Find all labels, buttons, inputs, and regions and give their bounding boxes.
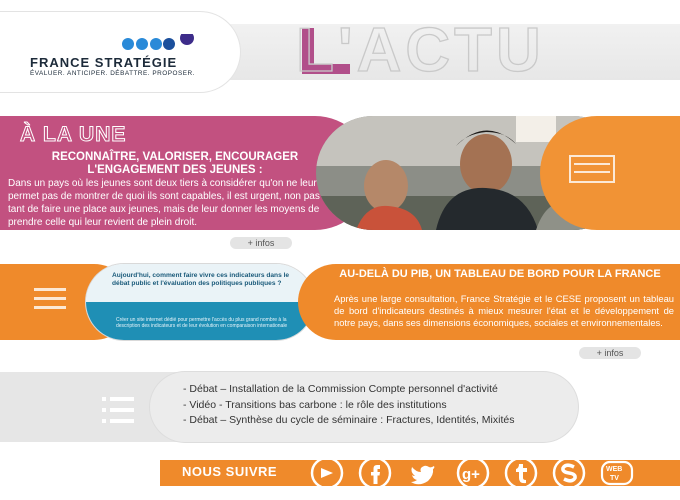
menu-icon [34,288,66,310]
facebook-icon[interactable] [358,456,392,490]
pib-more-button[interactable]: + infos [579,347,641,359]
brand-tagline: ÉVALUER. ANTICIPER. DÉBATTRE. PROPOSER. [30,70,195,77]
scoopit-icon[interactable] [552,456,586,490]
google-plus-label: g+ [462,466,480,483]
a-la-une-more-button[interactable]: + infos [230,237,292,249]
webtv-icon[interactable] [600,456,634,490]
indicators-card-subtext: Créer un site internet dédié pour permettre l'accès du plus grand nombre à la description des indicateurs et de leur évolution en comparaison internationale [116,317,288,329]
webtv-label-tv: TV [610,475,619,482]
section-title: L'ACTU [296,16,545,85]
webtv-label: WEB [606,466,623,473]
twitter-icon[interactable] [406,456,440,490]
indicators-card-question: Aujourd'hui, comment faire vivre ces indicateurs dans le débat public et l'évaluation des politiques publiques ? [112,272,290,287]
news-item[interactable]: - Débat – Synthèse du cycle de séminaire : Fractures, Identités, Mixités [183,414,515,426]
indicators-card[interactable] [86,264,314,340]
pib-heading[interactable]: AU-DELÀ DU PIB, UN TABLEAU DE BORD POUR LA FRANCE [339,268,661,280]
logo-mark [120,34,200,54]
brand-name: FRANCE STRATÉGIE [30,55,178,70]
list-icon [102,397,134,423]
news-item[interactable]: - Vidéo - Transitions bas carbone : le rôle des institutions [183,399,447,411]
tumblr-icon[interactable] [504,456,538,490]
google-plus-icon[interactable] [456,456,490,490]
a-la-une-text: Dans un pays où les jeunes sont deux tiers à considérer qu'on ne leur permet pas de montrer de quoi ils sont capables, il est urgent, non pas tant de faire une place aux jeunes, mais de leur donner les moyens de prendre celle qui leur revient de plein droit. [8,178,320,228]
follow-label: NOUS SUIVRE [182,464,278,479]
slideshare-icon[interactable] [310,456,344,490]
a-la-une-heading[interactable]: RECONNAÎTRE, VALORISER, ENCOURAGER L'ENGAGEMENT DES JEUNES : [51,151,299,176]
news-item[interactable]: - Débat – Installation de la Commission Compte personnel d'activité [183,383,498,395]
pib-text: Après une large consultation, France Stratégie et le CESE proposent un tableau de bord d'indicateurs destinés à mieux mesurer l'état et le développement de notre pays, dans ses dimensions économiques, sociales et environnementales. [334,293,674,328]
photo-side-accent [540,116,680,230]
a-la-une-label: À LA UNE [20,123,127,146]
